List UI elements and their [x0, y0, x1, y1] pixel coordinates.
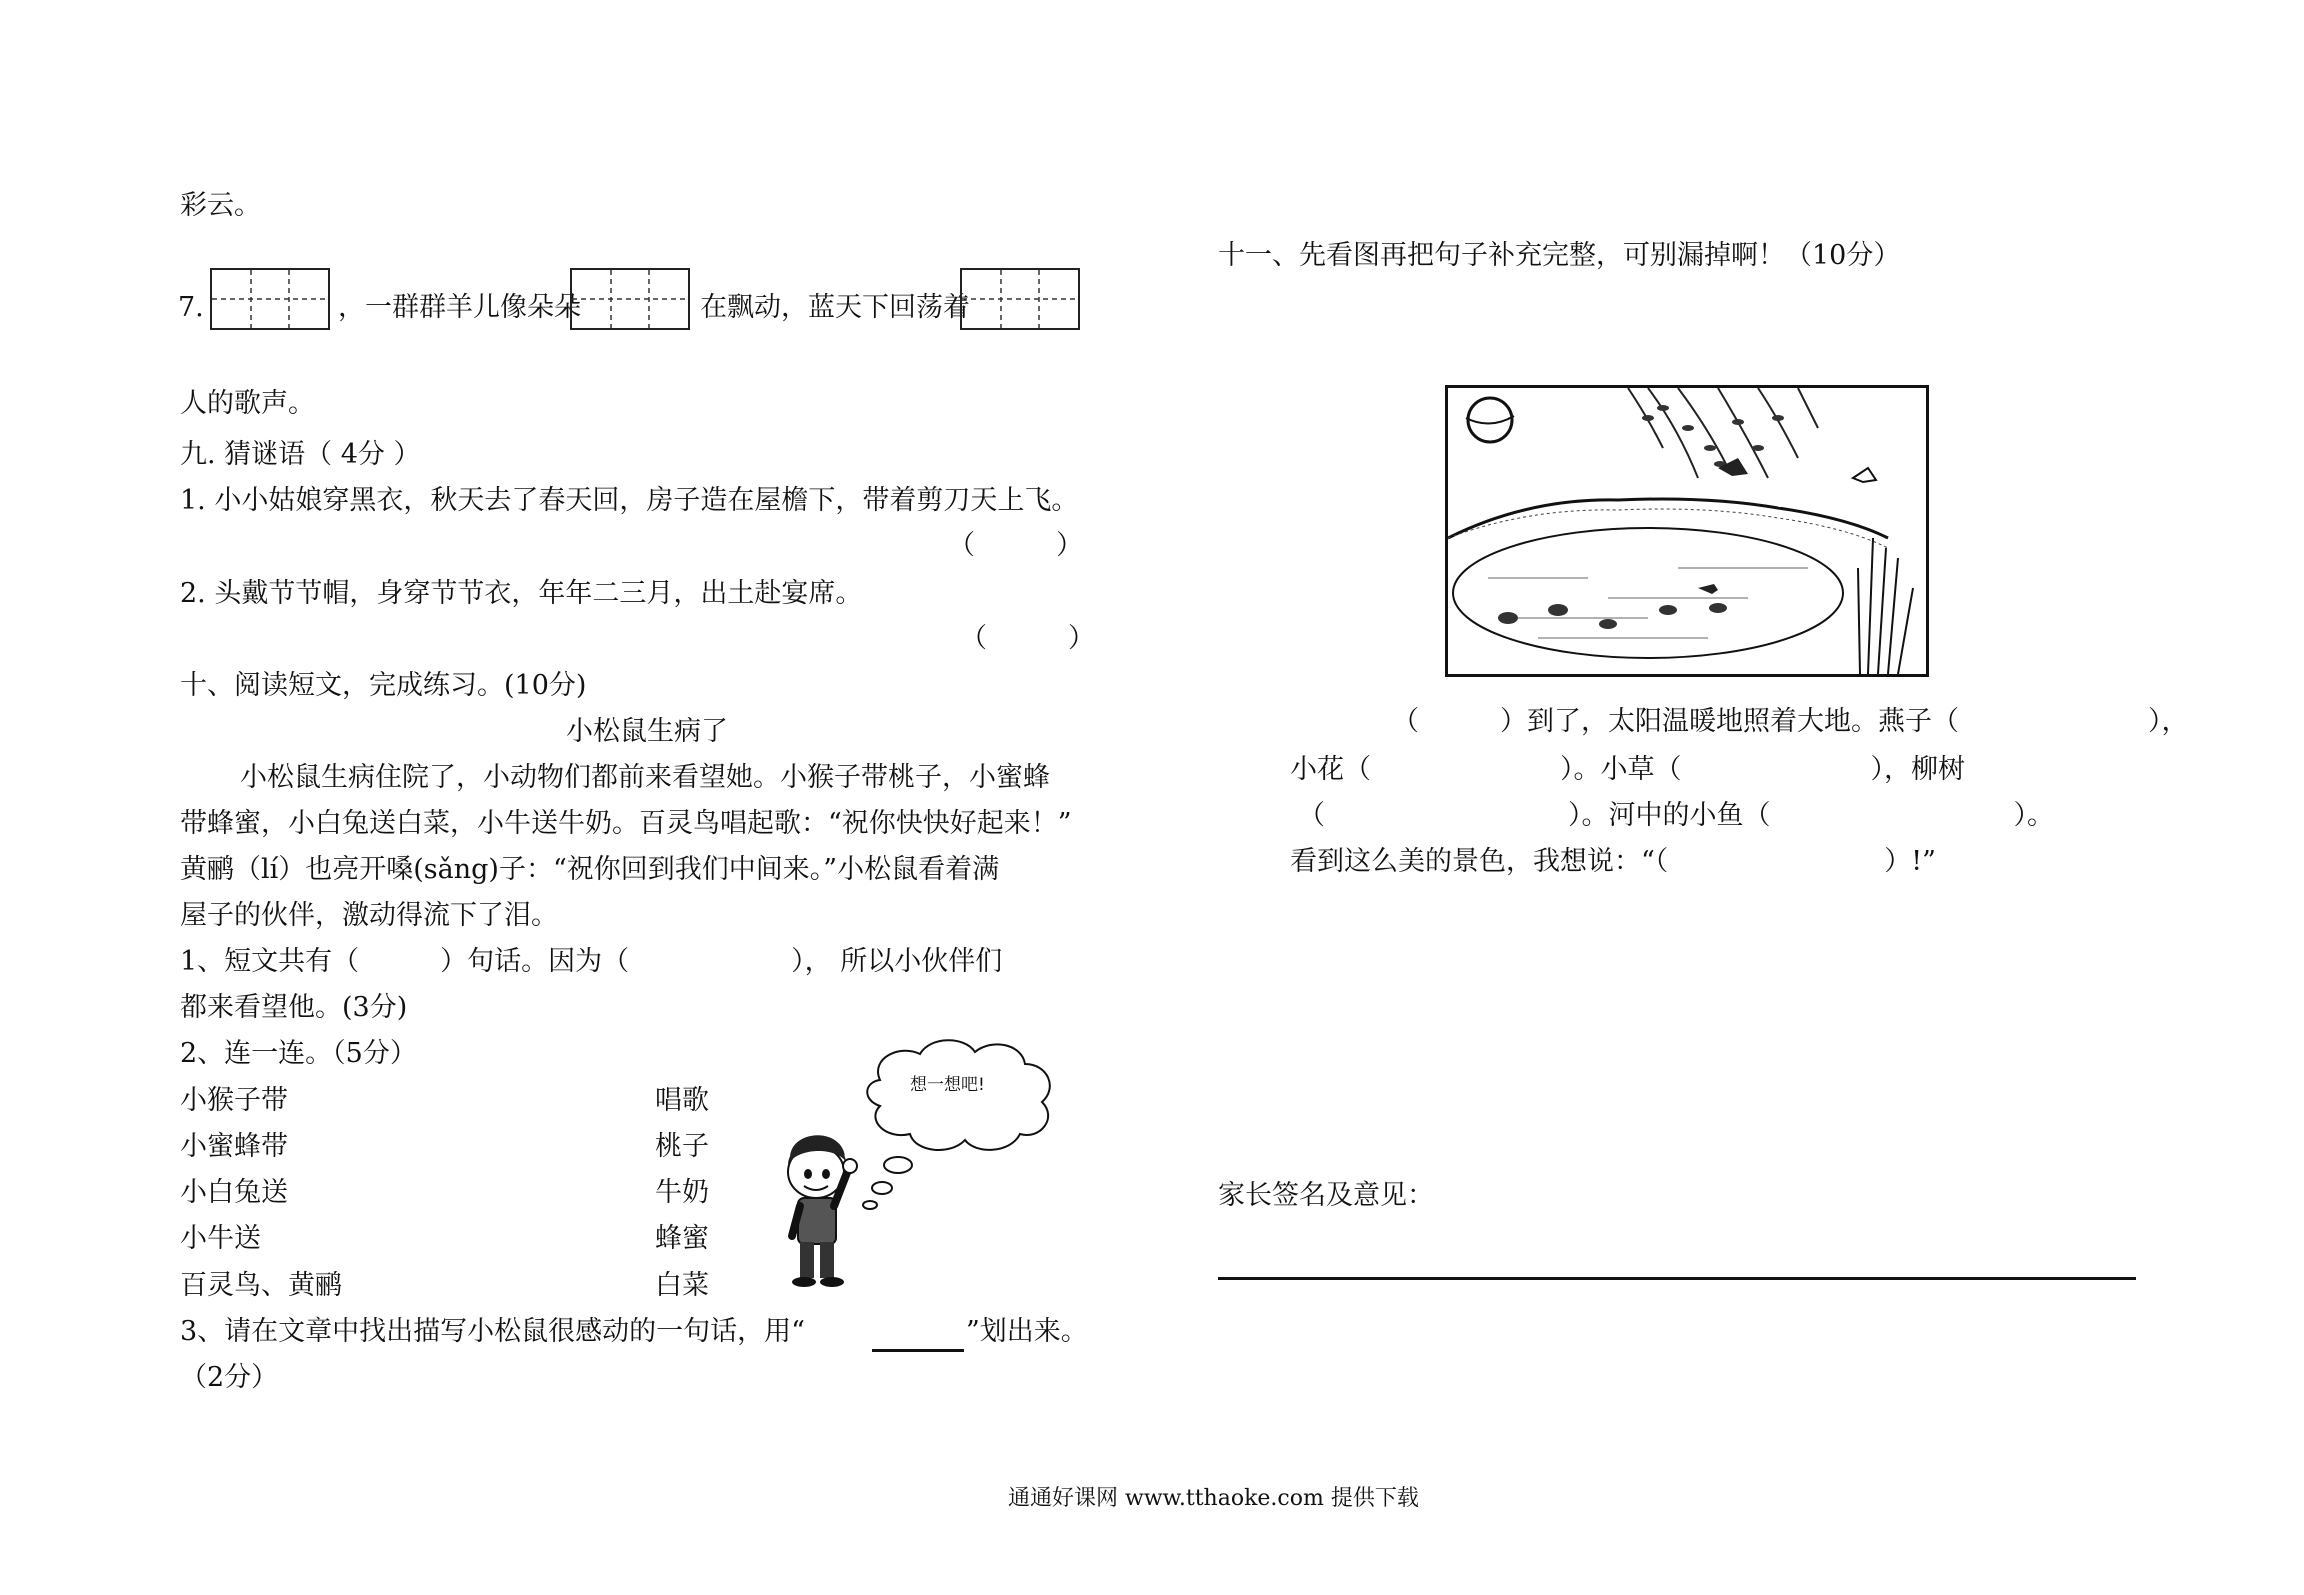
parent-signature-line[interactable]	[1218, 1277, 2136, 1280]
match-left-item[interactable]: 小白兔送	[180, 1177, 288, 1208]
thinking-boy-illustration	[770, 1030, 1090, 1300]
match-right-item[interactable]: 唱歌	[655, 1085, 709, 1116]
thought-bubble-text: 想一想吧!	[910, 1075, 985, 1095]
section-11-heading: 十一、先看图再把句子补充完整，可别漏掉啊！（10分）	[1218, 240, 1901, 271]
match-right-item[interactable]: 桃子	[655, 1131, 709, 1162]
character-grid-box[interactable]	[960, 268, 1080, 330]
reading-q1-line2: 都来看望他。(3分)	[180, 992, 408, 1023]
q7-tail: 人的歌声。	[180, 388, 315, 419]
passage-line: 小松鼠生病住院了，小动物们都前来看望她。小猴子带桃子，小蜜蜂	[240, 762, 1050, 793]
q7-number: 7.	[178, 292, 204, 323]
picture-sentence-line[interactable]: 小花（ ）。小草（ ），柳树	[1290, 754, 1965, 785]
passage-line: 带蜂蜜，小白兔送白菜，小牛送牛奶。百灵鸟唱起歌：“祝你快快好起来！”	[180, 808, 1072, 839]
picture-sentence-line[interactable]: 看到这么美的景色，我想说：“（ ）!”	[1290, 846, 1936, 877]
page-footer: 通通好课网 www.tthaoke.com 提供下载	[1008, 1486, 1419, 1511]
riddle-q2: 2. 头戴节节帽，身穿节节衣，年年二三月，出土赴宴席。	[180, 578, 863, 609]
character-grid-box[interactable]	[570, 268, 690, 330]
riddle-q1: 1. 小小姑娘穿黑衣，秋天去了春天回，房子造在屋檐下，带着剪刀天上飞。	[180, 485, 1079, 516]
previous-line-tail: 彩云。	[180, 190, 261, 221]
reading-q3-part-a: 3、请在文章中找出描写小松鼠很感动的一句话，用“	[180, 1316, 805, 1347]
parent-signature-label: 家长签名及意见：	[1218, 1180, 1434, 1211]
match-left-item[interactable]: 小猴子带	[180, 1085, 288, 1116]
riddle-q1-answer-blank[interactable]: （ ）	[948, 530, 1083, 561]
match-right-item[interactable]: 牛奶	[655, 1177, 709, 1208]
match-left-item[interactable]: 百灵鸟、黄鹂	[180, 1270, 342, 1301]
reading-q3-line2: （2分）	[180, 1362, 279, 1393]
underline-symbol	[872, 1349, 964, 1352]
reading-heading: 十、阅读短文，完成练习。(10分)	[180, 670, 587, 701]
reading-q1-line1: 1、短文共有（ ）句话。因为（ ）， 所以小伙伴们	[180, 946, 1003, 977]
q7-segment-2: 在飘动，蓝天下回荡着	[700, 292, 970, 323]
picture-sentence-line[interactable]: （ ）。河中的小鱼（ ）。	[1298, 800, 2054, 831]
spring-pond-illustration	[1445, 385, 1929, 677]
picture-sentence-line[interactable]: （ ）到了，太阳温暖地照着大地。燕子（ ），	[1392, 706, 2189, 737]
character-grid-box[interactable]	[210, 268, 330, 330]
match-left-item[interactable]: 小牛送	[180, 1223, 261, 1254]
reading-q2-heading: 2、连一连。（5分）	[180, 1038, 417, 1069]
riddle-q2-answer-blank[interactable]: （ ）	[960, 623, 1095, 654]
reading-q3-part-b: ”划出来。	[966, 1316, 1088, 1347]
riddle-heading: 九. 猜谜语（ 4分 ）	[180, 439, 421, 470]
passage-title: 小松鼠生病了	[566, 716, 728, 747]
match-right-item[interactable]: 蜂蜜	[655, 1223, 709, 1254]
match-left-item[interactable]: 小蜜蜂带	[180, 1131, 288, 1162]
passage-line: 黄鹂（lí）也亮开嗓(sǎng)子：“祝你回到我们中间来。”小松鼠看着满	[180, 854, 1000, 885]
match-right-item[interactable]: 白菜	[655, 1270, 709, 1301]
passage-line: 屋子的伙伴，激动得流下了泪。	[180, 900, 558, 931]
q7-segment-1: ，一群群羊儿像朵朵	[338, 292, 581, 323]
